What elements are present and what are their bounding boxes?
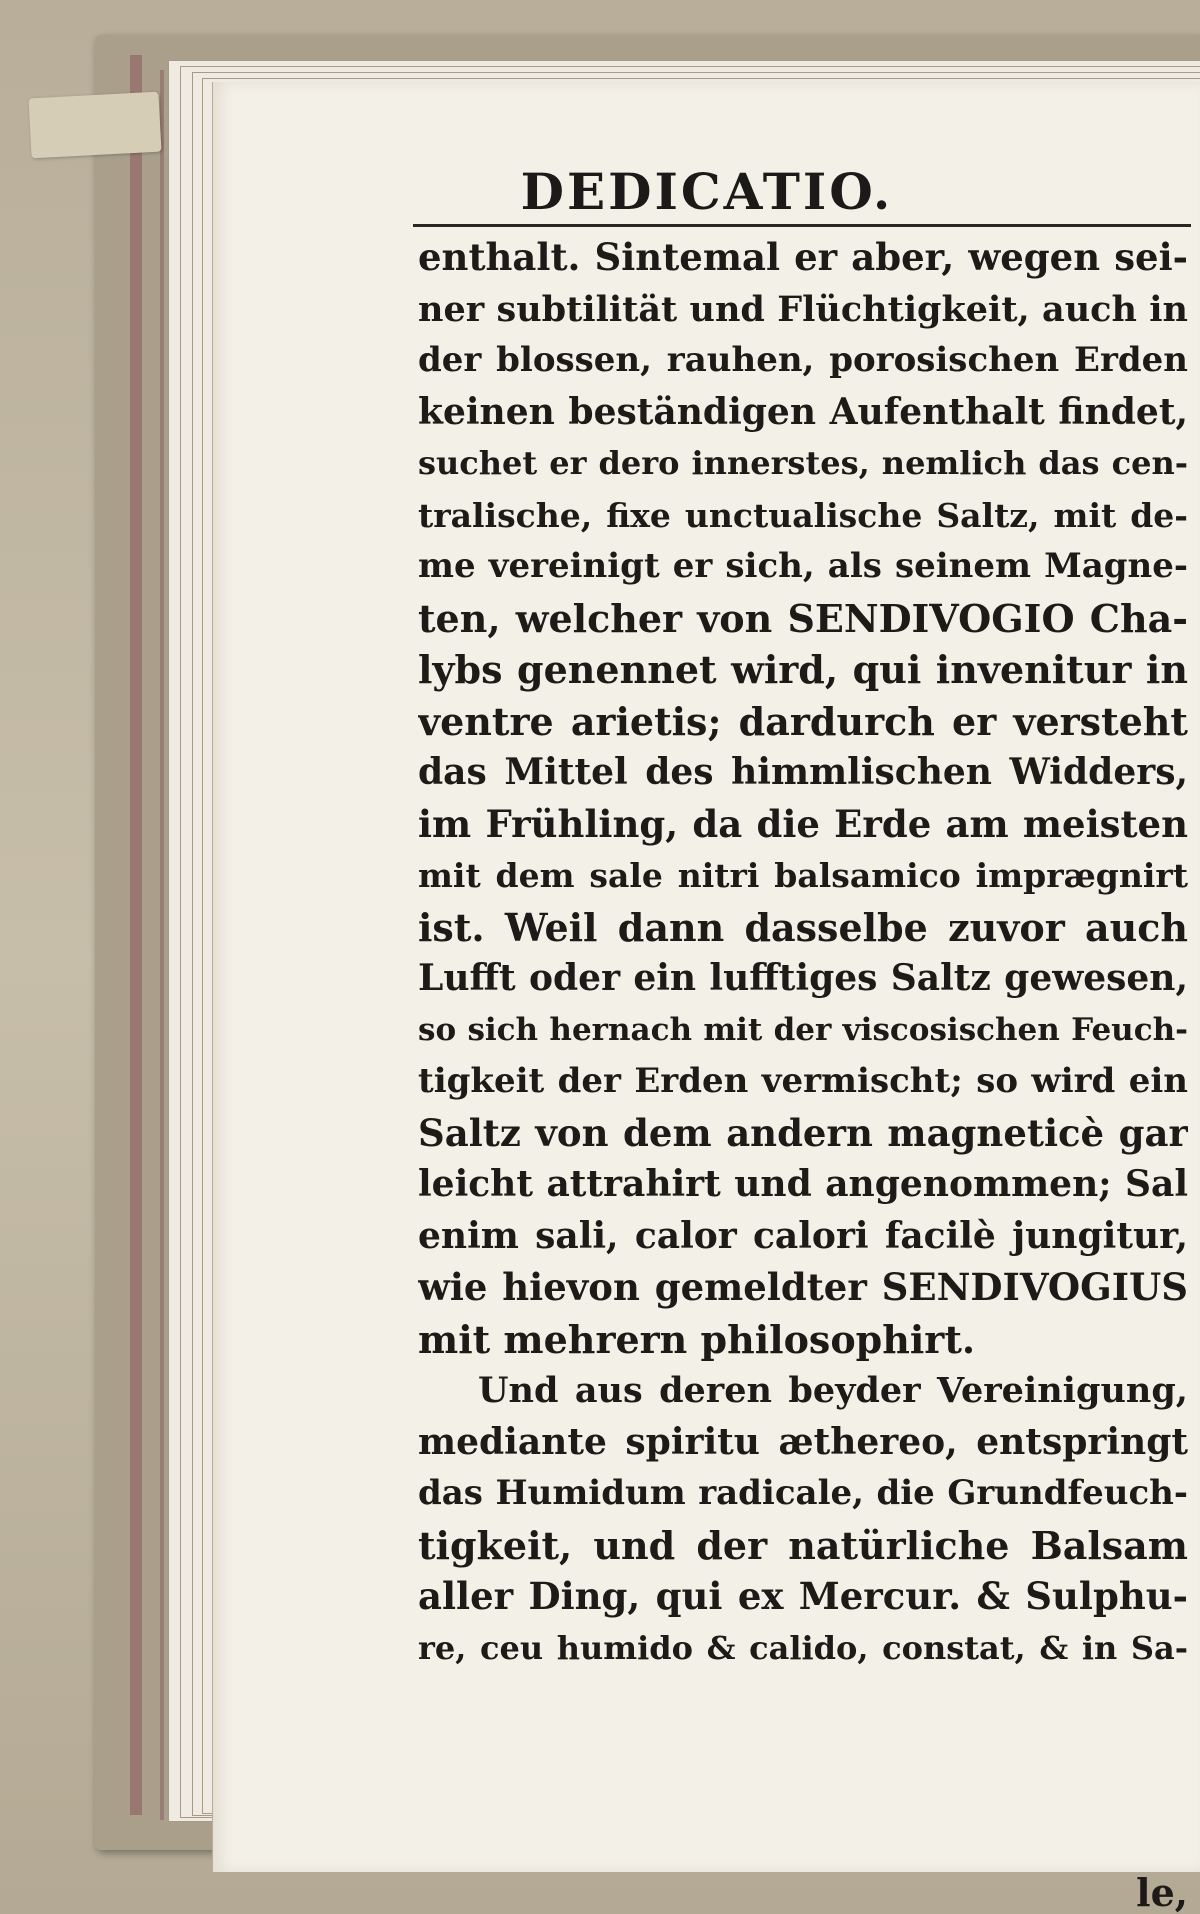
text-line: Und aus deren beyder Vereinigung,: [478, 1370, 1188, 1411]
text-line: so sich hernach mit der viscosischen Feuch-: [418, 1011, 1188, 1048]
text-line: aller Ding, qui ex Mercur. & Sulphu-: [418, 1574, 1188, 1618]
running-header: DEDICATIO.: [520, 162, 894, 221]
text-line: mit mehrern philosophirt.: [418, 1316, 976, 1362]
text-line: mit dem sale nitri balsamico imprægnirt: [418, 856, 1188, 895]
text-line: lybs genennet wird, qui invenitur in: [418, 647, 1188, 692]
text-line: wie hievon gemeldter SENDIVOGIUS: [418, 1265, 1188, 1309]
text-line: ist. Weil dann dasselbe zuvor auch: [418, 904, 1188, 950]
text-line: leicht attrahirt und angenommen; Sal: [418, 1163, 1188, 1205]
text-line: ten, welcher von SENDIVOGIO Cha-: [418, 595, 1188, 641]
header-rule: [413, 224, 1191, 227]
text-line: im Frühling, da die Erde am meisten: [418, 801, 1188, 846]
catchword: le,: [1136, 1870, 1188, 1914]
text-line: keinen beständigen Aufenthalt findet,: [418, 390, 1188, 433]
text-line: mediante spiritu æthereo, entspringt: [418, 1420, 1188, 1463]
text-line: der blossen, rauhen, porosischen Erden: [418, 340, 1188, 380]
book-page: [212, 82, 1200, 1914]
text-line: ventre arietis; dardurch er versteht: [418, 698, 1188, 744]
cover-binding-edge: [130, 55, 142, 1815]
text-line: tigkeit, und der natürliche Balsam: [418, 1522, 1188, 1568]
text-line: re, ceu humido & calido, constat, & in Sa-: [418, 1628, 1188, 1667]
text-line: ner subtilität und Flüchtigkeit, auch in: [418, 288, 1188, 330]
text-line: tralische, fixe unctualische Saltz, mit de-: [418, 495, 1188, 535]
cover-binding-edge-inner: [160, 70, 164, 1820]
paper-tab: [29, 92, 162, 159]
text-line: suchet er dero innerstes, nemlich das cen-: [418, 444, 1188, 482]
body-text: [418, 232, 1188, 1674]
text-line: me vereinigt er sich, als seinem Magne-: [418, 546, 1188, 586]
text-line: Saltz von dem andern magneticè gar: [418, 1110, 1188, 1155]
text-line: das Humidum radicale, die Grundfeuch-: [418, 1473, 1188, 1513]
text-line: enthalt. Sintemal er aber, wegen sei-: [418, 235, 1188, 279]
text-line: tigkeit der Erden vermischt; so wird ein: [418, 1061, 1188, 1101]
text-line: Lufft oder ein lufftiges Saltz gewesen,: [418, 957, 1188, 999]
text-line: das Mittel des himmlischen Widders,: [418, 751, 1188, 793]
text-line: enim sali, calor calori facilè jungitur,: [418, 1214, 1188, 1257]
